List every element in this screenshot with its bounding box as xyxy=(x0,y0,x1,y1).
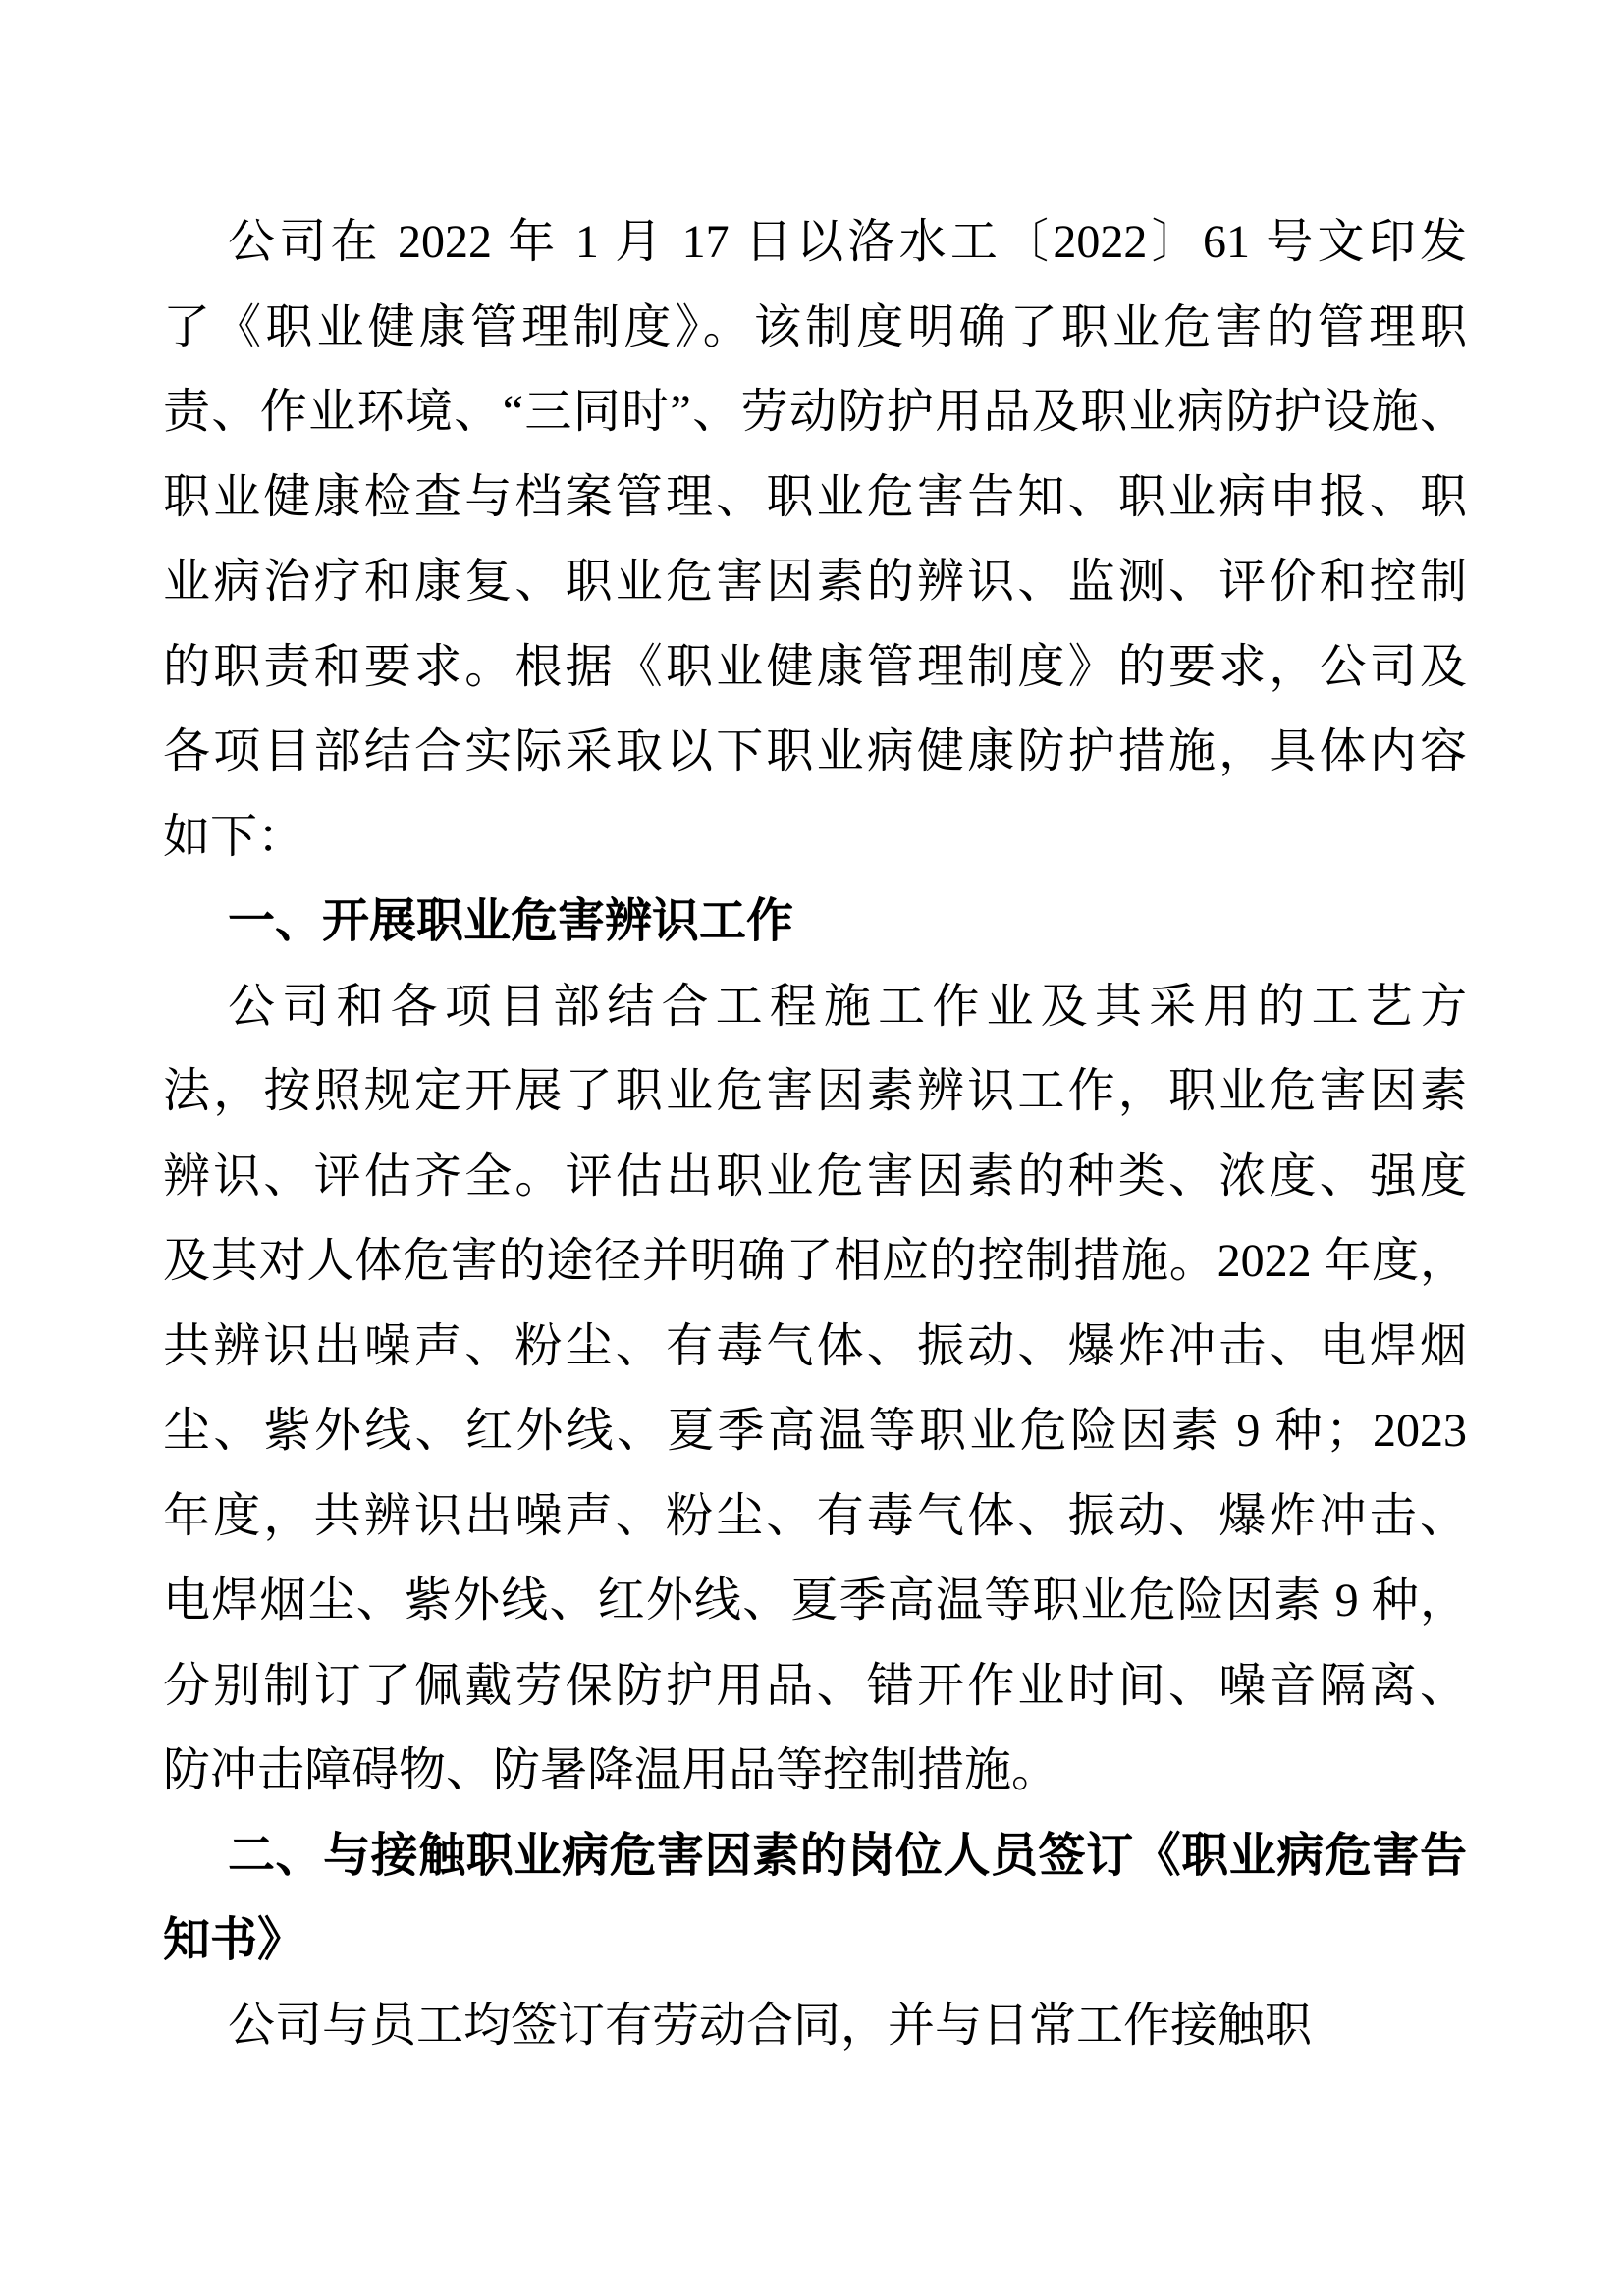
paragraph-line: 责、作业环境、“三同时”、劳动防护用品及职业病防护设施、 xyxy=(163,386,1467,438)
paragraph-line: 电焊烟尘、紫外线、红外线、夏季高温等职业危险因素 9 种， xyxy=(163,1575,1467,1627)
paragraph-line: 辨识、评估齐全。评估出职业危害因素的种类、浓度、强度 xyxy=(163,1149,1467,1202)
heading-line: 二、与接触职业病危害因素的岗位人员签订《职业病危害告 xyxy=(228,1829,1467,1882)
heading-line: 知书》 xyxy=(163,1914,305,1966)
paragraph-line: 分别制订了佩戴劳保防护用品、错开作业时间、噪音隔离、 xyxy=(163,1659,1467,1712)
paragraph-line: 及其对人体危害的途径并明确了相应的控制措施。2022 年度， xyxy=(163,1235,1467,1287)
paragraph-line: 公司与员工均签订有劳动合同，并与日常工作接触职 xyxy=(228,1999,1313,2052)
paragraph-line: 年度，共辨识出噪声、粉尘、有毒气体、振动、爆炸冲击、 xyxy=(163,1489,1467,1542)
paragraph-line: 的职责和要求。根据《职业健康管理制度》的要求，公司及 xyxy=(163,640,1467,693)
heading-line: 一、开展职业危害辨识工作 xyxy=(228,895,794,947)
paragraph-line: 防冲击障碍物、防暑降温用品等控制措施。 xyxy=(163,1744,1059,1796)
paragraph-line: 职业健康检查与档案管理、职业危害告知、职业病申报、职 xyxy=(163,470,1467,523)
paragraph-line: 法，按照规定开展了职业危害因素辨识工作，职业危害因素 xyxy=(163,1065,1467,1117)
paragraph-line: 公司和各项目部结合工程施工作业及其采用的工艺方 xyxy=(228,980,1467,1033)
document-text-area xyxy=(163,200,1467,2068)
paragraph-line: 共辨识出噪声、粉尘、有毒气体、振动、爆炸冲击、电焊烟 xyxy=(163,1319,1467,1372)
paragraph-line: 了《职业健康管理制度》。该制度明确了职业危害的管理职 xyxy=(163,300,1467,353)
paragraph-line: 公司在 2022 年 1 月 17 日以洛水工〔2022〕61 号文印发 xyxy=(228,216,1467,268)
paragraph-line: 尘、紫外线、红外线、夏季高温等职业危险因素 9 种；2023 xyxy=(163,1405,1467,1457)
paragraph-line: 如下： xyxy=(163,810,305,863)
paragraph-line: 业病治疗和康复、职业危害因素的辨识、监测、评价和控制 xyxy=(163,556,1467,608)
paragraph-line: 各项目部结合实际采取以下职业病健康防护措施，具体内容 xyxy=(163,725,1467,777)
